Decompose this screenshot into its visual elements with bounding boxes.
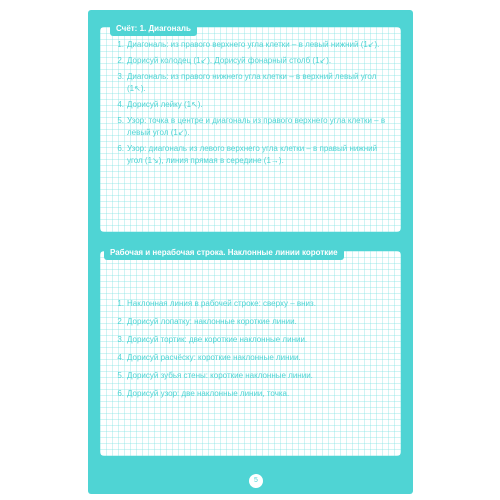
list-item — [106, 334, 394, 346]
item-text: Наклонная линия в рабочей строке: сверху – вниз. — [127, 299, 316, 308]
item-text: Дорисуй зубья стены: короткие наклонные линии. — [127, 371, 313, 380]
list-item — [106, 352, 394, 364]
item-text: Дорисуй лопатку: наклонные короткие линии. — [127, 317, 297, 326]
list-item — [106, 298, 394, 310]
page-number: 5 — [249, 474, 263, 488]
section-title: Рабочая и нерабочая строка. Наклонные линии короткие — [104, 246, 344, 260]
item-text: Дорисуй колодец (1↙). Дорисуй фонарный столб (1↙). — [127, 56, 332, 65]
section-title: Счёт: 1. Диагональ — [110, 22, 197, 36]
item-number: 3. — [117, 72, 124, 81]
list-item — [106, 55, 394, 67]
item-number: 1. — [117, 40, 124, 49]
list-item — [106, 316, 394, 328]
item-number: 4. — [117, 100, 124, 109]
item-number: 2. — [117, 317, 124, 326]
item-text: Узор: точка в центре и диагональ из правого верхнего угла клетки – в левый угол (1↙). — [127, 116, 386, 137]
item-number: 2. — [117, 56, 124, 65]
item-number: 1. — [117, 299, 124, 308]
item-text: Узор: диагональ из левого верхнего угла клетки – в правый нижний угол (1↘), линия прямая в середине (1→). — [127, 144, 378, 165]
instruction-list — [106, 298, 394, 406]
item-text: Дорисуй лейку (1↖). — [127, 100, 203, 109]
workbook-page — [88, 10, 413, 494]
item-number: 3. — [117, 335, 124, 344]
section-card-diagonal — [100, 24, 401, 232]
list-item — [106, 370, 394, 382]
list-item — [106, 388, 394, 400]
instruction-list — [106, 39, 394, 171]
item-text: Дорисуй расчёску: короткие наклонные линии. — [127, 353, 301, 362]
item-number: 4. — [117, 353, 124, 362]
list-item — [106, 99, 394, 111]
item-number: 6. — [117, 389, 124, 398]
item-text: Дорисуй узор: две наклонные линии, точка. — [127, 389, 290, 398]
section-card-slanted-lines — [100, 248, 401, 456]
item-number: 5. — [117, 116, 124, 125]
item-text: Диагональ: из правого верхнего угла клетки – в левый нижний (1↙). — [127, 40, 380, 49]
item-text: Дорисуй тортик: две короткие наклонные линии. — [127, 335, 308, 344]
item-number: 5. — [117, 371, 124, 380]
item-text: Диагональ: из правого нижнего угла клетки – в верхний левый угол (1↖). — [127, 72, 377, 93]
list-item — [106, 39, 394, 51]
list-item — [106, 115, 394, 139]
list-item — [106, 71, 394, 95]
list-item — [106, 143, 394, 167]
item-number: 6. — [117, 144, 124, 153]
